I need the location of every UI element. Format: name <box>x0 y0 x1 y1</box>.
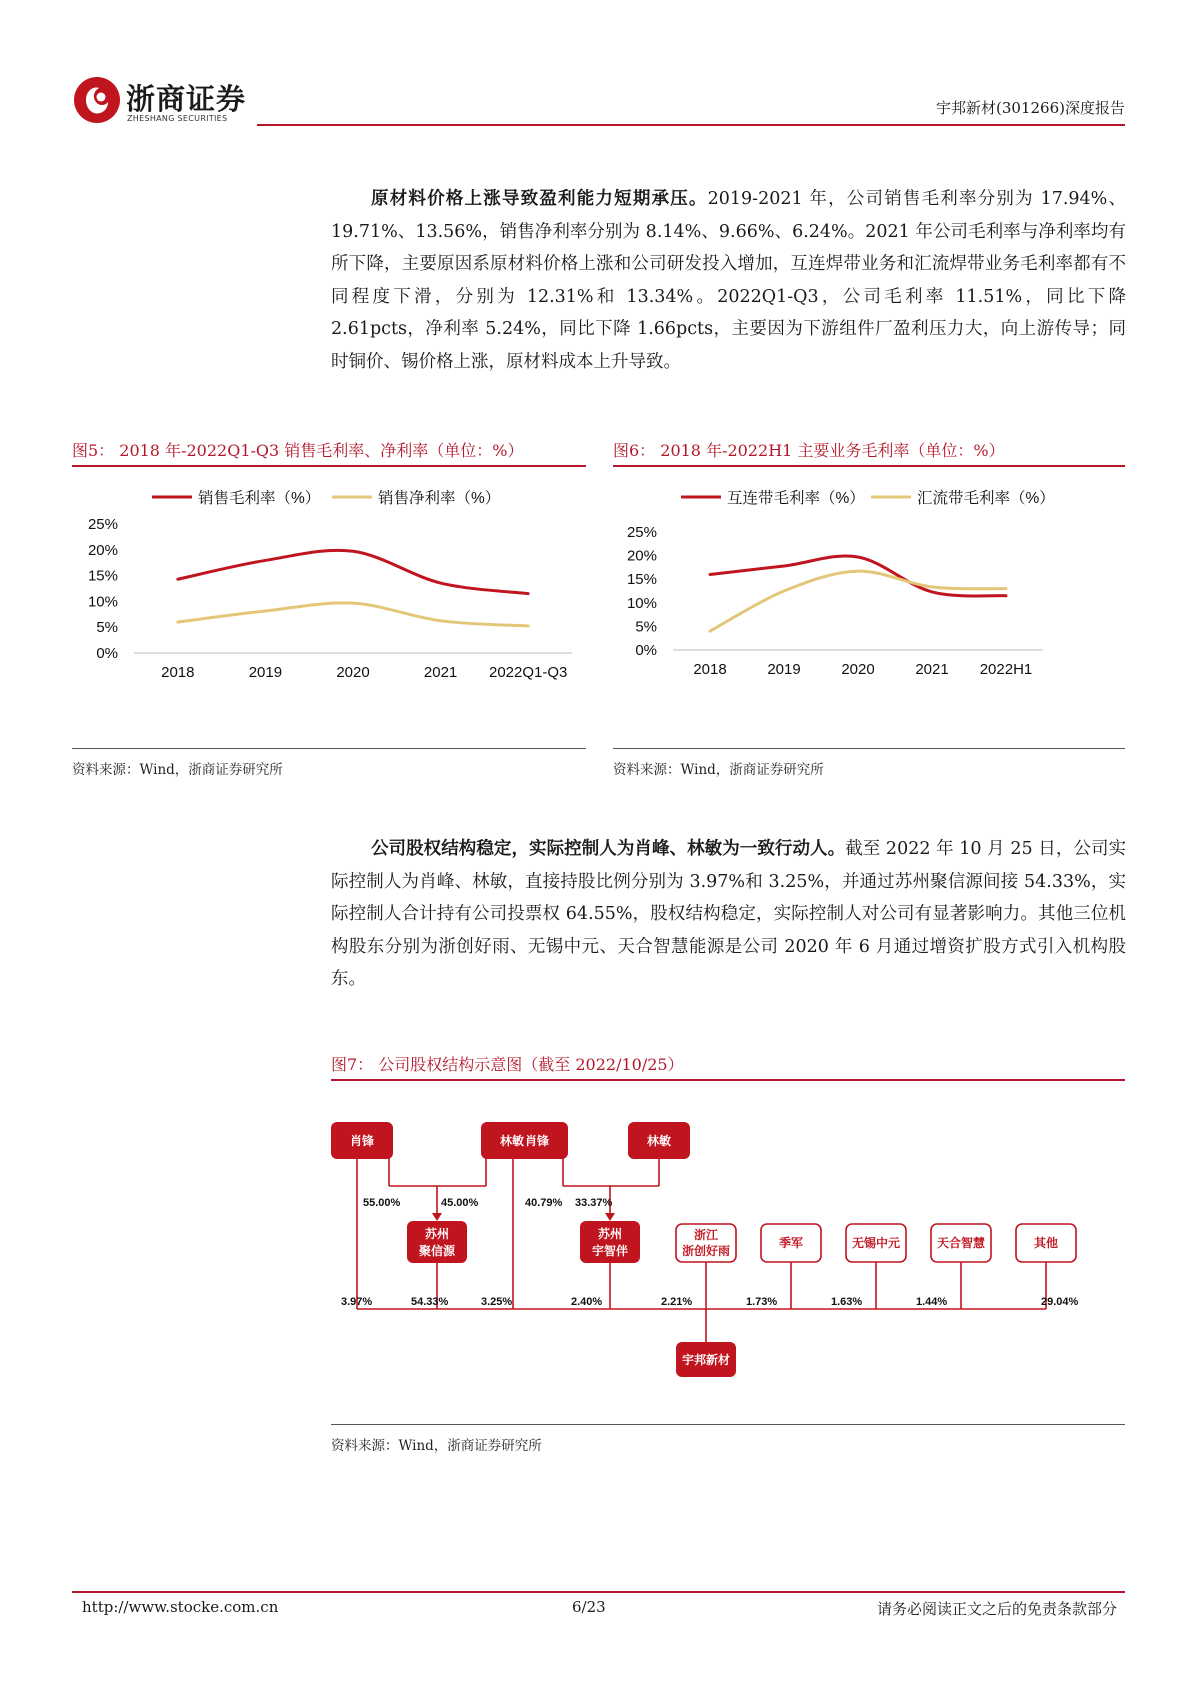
fig5-line-chart <box>72 467 586 747</box>
x-tick-label: 2020 <box>336 664 370 681</box>
holder-name: 肖锋 <box>524 1134 550 1148</box>
pct-label: 1.63% <box>831 1296 863 1308</box>
pct-label: 2.21% <box>661 1296 693 1308</box>
paragraph-ownership <box>331 833 1126 996</box>
entity-name-line1: 苏州 <box>424 1227 450 1241</box>
footer-disclaimer: 请务必阅读正文之后的免责条款部分 <box>876 1600 1117 1618</box>
entity-name-line1: 浙江 <box>693 1228 719 1242</box>
pct-label: 45.00% <box>441 1197 479 1209</box>
header-rule <box>257 124 1125 126</box>
y-tick-label: 20% <box>87 541 118 559</box>
pct-label: 2.40% <box>571 1296 603 1308</box>
pct-label: 1.44% <box>916 1296 948 1308</box>
pct-label: 3.97% <box>341 1296 373 1308</box>
y-tick-label: 0% <box>635 642 657 659</box>
report-title: 宇邦新材(301266)深度报告 <box>936 99 1125 117</box>
paragraph-lead: 原材料价格上涨导致盈利能力短期承压。 <box>371 189 708 209</box>
entity-name-line2: 浙创好雨 <box>681 1244 731 1258</box>
y-tick-label: 5% <box>96 619 118 637</box>
paragraph-profitability <box>331 183 1126 378</box>
y-tick-label: 5% <box>635 618 657 636</box>
footer-rule <box>72 1591 1125 1593</box>
pct-label: 29.04% <box>1041 1296 1079 1308</box>
fig6-line-chart <box>613 467 1125 747</box>
x-tick-label: 2022Q1-Q3 <box>489 664 568 681</box>
pct-label: 40.79% <box>525 1197 563 1209</box>
fig5-title: 图5： 2018 年-2022Q1-Q3 销售毛利率、净利率（单位：%） <box>72 441 524 460</box>
x-tick-label: 2021 <box>915 661 949 678</box>
legend-label: 汇流带毛利率（%） <box>917 490 1055 507</box>
y-tick-label: 15% <box>87 567 118 585</box>
fig6-title: 图6： 2018 年-2022H1 主要业务毛利率（单位：%） <box>613 441 1005 460</box>
series-line <box>178 603 528 626</box>
pct-label: 54.33% <box>411 1296 449 1308</box>
y-tick-label: 25% <box>87 516 118 533</box>
logo-en-text: ZHESHANG SECURITIES <box>127 114 228 123</box>
x-tick-label: 2020 <box>841 661 875 678</box>
y-tick-label: 10% <box>626 594 657 612</box>
zheshang-logo-icon <box>72 75 122 125</box>
ownership-structure-diagram <box>331 1081 1125 1421</box>
entity-name: 其他 <box>1033 1236 1059 1250</box>
paragraph-body: 2019-2021 年，公司销售毛利率分别为 17.94%、19.71%、13.56%，销售净利率分别为 8.14%、9.66%、6.24%。2021 年公司毛利率与净利率均有所下降，主要原因系原材料价格上涨和公司研发投入增加，互连焊带业务和汇流焊带业务毛利率都有不同程度下滑，分别为 12.31%和 13.34%。2022Q1-Q3，公司毛利率 11.51%，同比下降 2.61pcts，净利率 5.24%，同比下降 1.66pcts，主要因为下游组件厂盈利压力大，向上游传导；同时铜价、锡价格上涨，原材料成本上升导致。 <box>331 189 1127 372</box>
fig6-bottom-rule <box>613 748 1125 749</box>
fig6-source: 资料来源：Wind，浙商证券研究所 <box>613 762 824 778</box>
x-tick-label: 2021 <box>423 664 458 681</box>
entity-name: 天合智慧 <box>936 1236 986 1250</box>
y-tick-label: 25% <box>626 524 657 541</box>
x-tick-label: 2019 <box>248 664 283 681</box>
entity-name-line1: 苏州 <box>597 1227 623 1241</box>
x-tick-label: 2018 <box>693 661 727 678</box>
y-tick-label: 10% <box>87 593 118 611</box>
company-name: 宇邦新材 <box>681 1353 731 1367</box>
fig5-source: 资料来源：Wind，浙商证券研究所 <box>72 762 283 778</box>
y-tick-label: 15% <box>626 571 657 589</box>
pct-label: 33.37% <box>575 1197 613 1209</box>
holder-name: 林敏 <box>499 1134 525 1148</box>
paragraph-lead: 公司股权结构稳定，实际控制人为肖峰、林敏为一致行动人。 <box>371 839 846 859</box>
fig7-bottom-rule <box>331 1424 1125 1425</box>
series-line <box>178 550 528 593</box>
pct-label: 3.25% <box>481 1296 513 1308</box>
page-number: 6/23 <box>572 1598 606 1616</box>
entity-name-line2: 聚信源 <box>418 1244 456 1258</box>
entity-name: 无锡中元 <box>851 1236 901 1250</box>
holder-name: 林敏 <box>646 1134 672 1148</box>
legend-label: 销售净利率（%） <box>378 490 501 507</box>
x-tick-label: 2022H1 <box>979 661 1033 678</box>
y-tick-label: 20% <box>626 547 657 565</box>
entity-name-line2: 宇智伴 <box>591 1244 629 1258</box>
paragraph-body: 截至 2022 年 10 月 25 日，公司实际控制人为肖峰、林敏，直接持股比例分别为 3.97%和 3.25%，并通过苏州聚信源间接 54.33%，实际控制人合计持有公司投票权 64.55%，股权结构稳定，实际控制人对公司有显著影响力。其他三位机构股东分别为浙创好雨、无锡中元、天合智慧能源是公司 2020 年 6 月通过增资扩股方式引入机构股东。 <box>331 839 1127 989</box>
pct-label: 55.00% <box>363 1197 401 1209</box>
entity-name: 季军 <box>778 1236 804 1250</box>
fig7-source: 资料来源：Wind，浙商证券研究所 <box>331 1438 542 1454</box>
fig5-bottom-rule <box>72 748 586 749</box>
footer-url[interactable]: http://www.stocke.com.cn <box>82 1598 279 1616</box>
series-line <box>710 571 1006 631</box>
x-tick-label: 2018 <box>161 664 195 681</box>
legend-label: 销售毛利率（%） <box>198 490 321 507</box>
pct-label: 1.73% <box>746 1296 778 1308</box>
x-tick-label: 2019 <box>767 661 801 678</box>
fig7-title: 图7： 公司股权结构示意图（截至 2022/10/25） <box>331 1055 684 1074</box>
logo <box>72 75 262 127</box>
logo-cn-text: 浙商证券 <box>126 82 247 116</box>
y-tick-label: 0% <box>96 645 118 662</box>
holder-name: 肖锋 <box>349 1134 375 1148</box>
legend-label: 互连带毛利率（%） <box>727 490 865 507</box>
